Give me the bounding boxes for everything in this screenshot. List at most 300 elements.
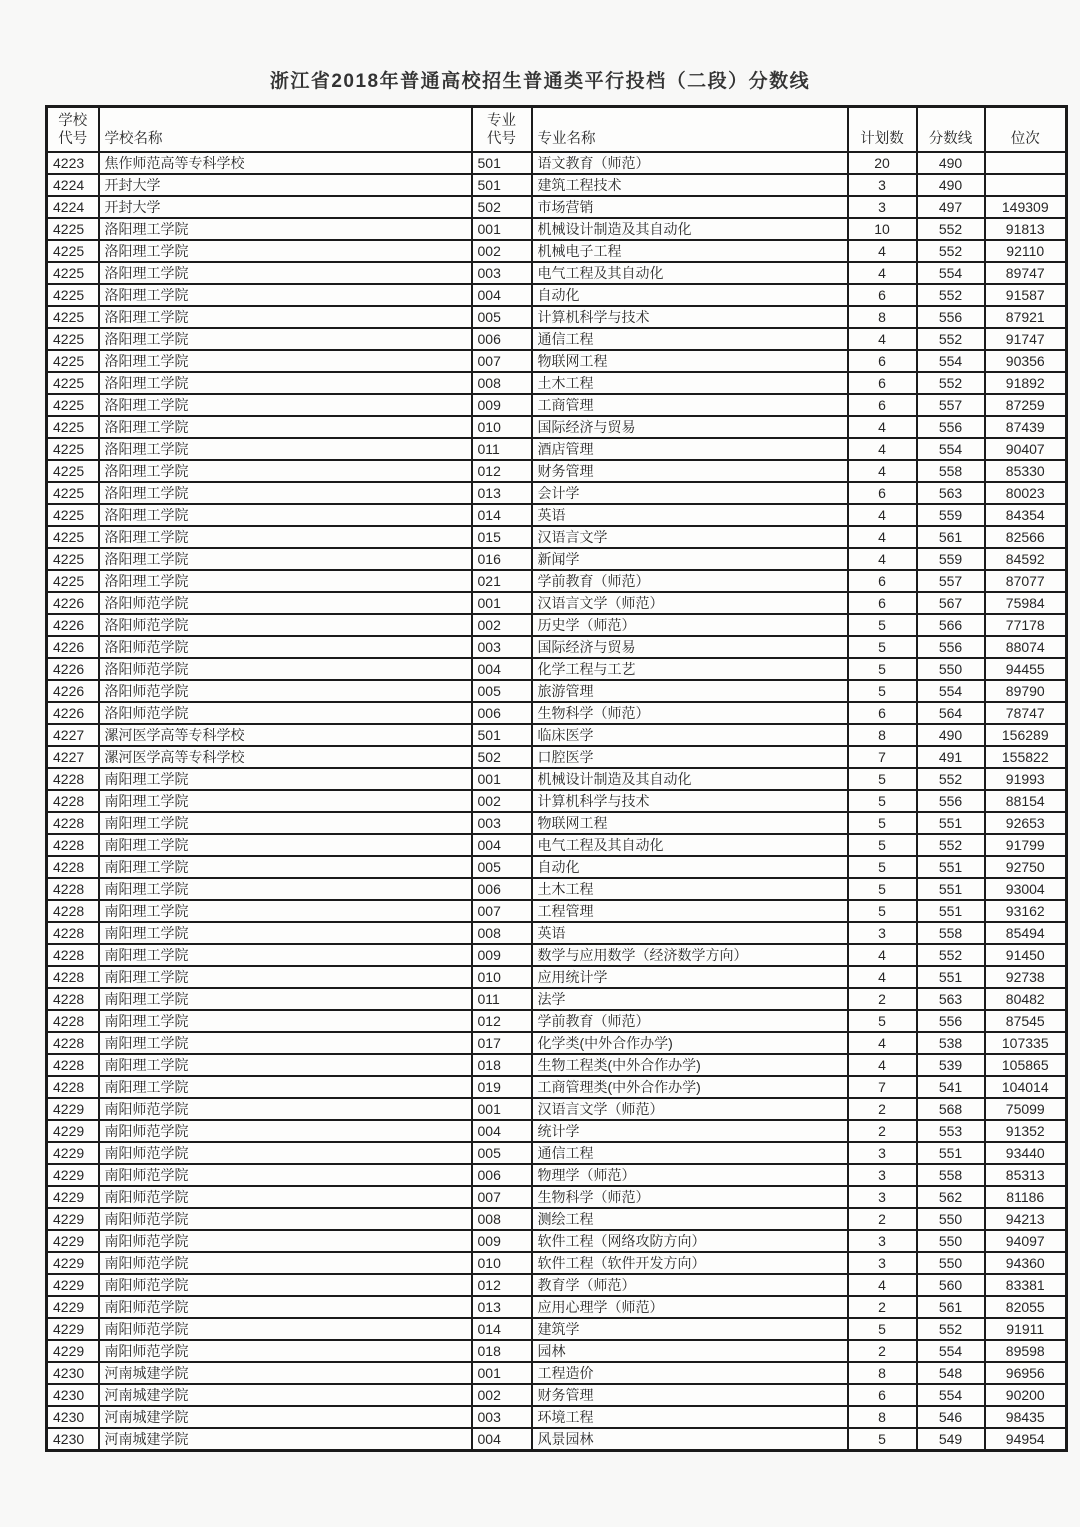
- cell-plan-count: 5: [848, 614, 917, 636]
- cell-rank: 96956: [985, 1362, 1067, 1384]
- cell-school-code: 4228: [47, 812, 99, 834]
- cell-school-name: 洛阳师范学院: [99, 702, 472, 724]
- cell-score-line: 561: [917, 1296, 985, 1318]
- cell-score-line: 554: [917, 262, 985, 284]
- cell-major-code: 018: [472, 1340, 532, 1362]
- table-row: [47, 218, 1067, 240]
- cell-major-name: 应用统计学: [532, 966, 848, 988]
- cell-major-code: 013: [472, 482, 532, 504]
- cell-rank: 91892: [985, 372, 1067, 394]
- cell-rank: 91352: [985, 1120, 1067, 1142]
- table-row: [47, 658, 1067, 680]
- cell-major-name: 汉语言文学: [532, 526, 848, 548]
- cell-plan-count: 3: [848, 196, 917, 218]
- cell-school-code: 4228: [47, 1076, 99, 1098]
- cell-plan-count: 3: [848, 1164, 917, 1186]
- cell-school-code: 4225: [47, 460, 99, 482]
- cell-score-line: 568: [917, 1098, 985, 1120]
- cell-score-line: 490: [917, 724, 985, 746]
- cell-plan-count: 4: [848, 1054, 917, 1076]
- table-row: [47, 614, 1067, 636]
- cell-major-code: 501: [472, 152, 532, 174]
- cell-school-name: 焦作师范高等专科学校: [99, 152, 472, 174]
- cell-school-code: 4225: [47, 570, 99, 592]
- table-row: [47, 592, 1067, 614]
- table-row: [47, 438, 1067, 460]
- cell-school-name: 南阳师范学院: [99, 1296, 472, 1318]
- cell-score-line: 566: [917, 614, 985, 636]
- cell-school-code: 4228: [47, 900, 99, 922]
- table-row: [47, 240, 1067, 262]
- table-row: [47, 1076, 1067, 1098]
- cell-major-code: 010: [472, 966, 532, 988]
- cell-score-line: 550: [917, 1230, 985, 1252]
- cell-plan-count: 3: [848, 1252, 917, 1274]
- cell-school-code: 4228: [47, 966, 99, 988]
- cell-school-name: 河南城建学院: [99, 1428, 472, 1451]
- cell-rank: 92110: [985, 240, 1067, 262]
- cell-major-code: 002: [472, 1384, 532, 1406]
- cell-plan-count: 2: [848, 1098, 917, 1120]
- cell-rank: 91450: [985, 944, 1067, 966]
- cell-score-line: 552: [917, 240, 985, 262]
- cell-major-code: 003: [472, 1406, 532, 1428]
- cell-rank: 88074: [985, 636, 1067, 658]
- cell-rank: 75099: [985, 1098, 1067, 1120]
- cell-plan-count: 2: [848, 988, 917, 1010]
- cell-school-name: 洛阳理工学院: [99, 504, 472, 526]
- cell-plan-count: 8: [848, 724, 917, 746]
- column-header-score-line: [917, 107, 985, 153]
- cell-school-code: 4223: [47, 152, 99, 174]
- cell-major-code: 006: [472, 702, 532, 724]
- table-row: [47, 1406, 1067, 1428]
- cell-major-code: 002: [472, 240, 532, 262]
- cell-school-code: 4228: [47, 1010, 99, 1032]
- cell-score-line: 563: [917, 482, 985, 504]
- table-row: [47, 1186, 1067, 1208]
- column-header-line: 位次: [1010, 131, 1040, 147]
- cell-plan-count: 5: [848, 680, 917, 702]
- cell-plan-count: 5: [848, 768, 917, 790]
- cell-rank: 93440: [985, 1142, 1067, 1164]
- column-header-major-name: [532, 107, 848, 153]
- table-row: [47, 724, 1067, 746]
- table-row: [47, 812, 1067, 834]
- cell-major-code: 008: [472, 922, 532, 944]
- cell-major-code: 004: [472, 1120, 532, 1142]
- column-header-line: 学校: [58, 113, 88, 129]
- cell-school-code: 4224: [47, 174, 99, 196]
- cell-plan-count: 3: [848, 922, 917, 944]
- cell-school-name: 南阳理工学院: [99, 878, 472, 900]
- cell-major-name: 软件工程（软件开发方向）: [532, 1252, 848, 1274]
- table-row: [47, 790, 1067, 812]
- column-header-line: 分数线: [928, 131, 973, 147]
- table-row: [47, 988, 1067, 1010]
- cell-school-code: 4229: [47, 1186, 99, 1208]
- cell-score-line: 554: [917, 1384, 985, 1406]
- cell-major-name: 物理学（师范）: [532, 1164, 848, 1186]
- cell-score-line: 549: [917, 1428, 985, 1451]
- cell-rank: 82566: [985, 526, 1067, 548]
- cell-score-line: 557: [917, 394, 985, 416]
- cell-plan-count: 8: [848, 1406, 917, 1428]
- cell-school-code: 4230: [47, 1362, 99, 1384]
- table-row: [47, 1010, 1067, 1032]
- cell-rank: 149309: [985, 196, 1067, 218]
- cell-major-name: 建筑工程技术: [532, 174, 848, 196]
- cell-plan-count: 5: [848, 900, 917, 922]
- table-row: [47, 878, 1067, 900]
- cell-school-code: 4227: [47, 746, 99, 768]
- cell-school-name: 洛阳理工学院: [99, 218, 472, 240]
- table-body: [47, 152, 1067, 1451]
- cell-score-line: 546: [917, 1406, 985, 1428]
- cell-major-name: 机械设计制造及其自动化: [532, 768, 848, 790]
- table-row: [47, 262, 1067, 284]
- table-row: [47, 834, 1067, 856]
- cell-school-code: 4225: [47, 350, 99, 372]
- table-row: [47, 1230, 1067, 1252]
- cell-score-line: 550: [917, 1252, 985, 1274]
- column-header-school-name: [99, 107, 472, 153]
- cell-school-code: 4229: [47, 1164, 99, 1186]
- cell-major-name: 法学: [532, 988, 848, 1010]
- cell-rank: 78747: [985, 702, 1067, 724]
- cell-score-line: 552: [917, 1318, 985, 1340]
- cell-school-code: 4225: [47, 548, 99, 570]
- cell-major-name: 化学工程与工艺: [532, 658, 848, 680]
- cell-major-name: 测绘工程: [532, 1208, 848, 1230]
- cell-major-name: 工程造价: [532, 1362, 848, 1384]
- cell-school-code: 4228: [47, 1032, 99, 1054]
- cell-rank: 85313: [985, 1164, 1067, 1186]
- cell-major-name: 酒店管理: [532, 438, 848, 460]
- cell-major-code: 008: [472, 1208, 532, 1230]
- cell-plan-count: 3: [848, 1186, 917, 1208]
- cell-school-name: 河南城建学院: [99, 1362, 472, 1384]
- cell-school-code: 4228: [47, 988, 99, 1010]
- cell-school-code: 4229: [47, 1252, 99, 1274]
- cell-major-name: 化学类(中外合作办学): [532, 1032, 848, 1054]
- cell-major-code: 009: [472, 944, 532, 966]
- cell-rank: 93004: [985, 878, 1067, 900]
- cell-score-line: 561: [917, 526, 985, 548]
- cell-school-code: 4226: [47, 702, 99, 724]
- cell-major-code: 004: [472, 658, 532, 680]
- cell-score-line: 559: [917, 548, 985, 570]
- cell-school-code: 4229: [47, 1318, 99, 1340]
- cell-major-code: 018: [472, 1054, 532, 1076]
- cell-rank: 93162: [985, 900, 1067, 922]
- cell-score-line: 556: [917, 306, 985, 328]
- cell-major-code: 011: [472, 438, 532, 460]
- cell-score-line: 556: [917, 790, 985, 812]
- cell-school-name: 洛阳理工学院: [99, 482, 472, 504]
- cell-rank: 92738: [985, 966, 1067, 988]
- cell-plan-count: 4: [848, 548, 917, 570]
- cell-major-code: 502: [472, 196, 532, 218]
- cell-rank: 89598: [985, 1340, 1067, 1362]
- cell-major-name: 生物科学（师范）: [532, 702, 848, 724]
- column-header-line: 代号: [58, 131, 88, 147]
- cell-score-line: 552: [917, 284, 985, 306]
- cell-school-code: 4228: [47, 856, 99, 878]
- cell-rank: 155822: [985, 746, 1067, 768]
- cell-school-code: 4225: [47, 328, 99, 350]
- cell-school-code: 4229: [47, 1120, 99, 1142]
- table-row: [47, 1274, 1067, 1296]
- cell-major-code: 006: [472, 878, 532, 900]
- cell-plan-count: 4: [848, 1032, 917, 1054]
- cell-school-name: 南阳理工学院: [99, 768, 472, 790]
- cell-rank: 87259: [985, 394, 1067, 416]
- cell-rank: 92653: [985, 812, 1067, 834]
- cell-school-name: 南阳理工学院: [99, 812, 472, 834]
- cell-major-code: 001: [472, 1362, 532, 1384]
- cell-major-name: 旅游管理: [532, 680, 848, 702]
- cell-rank: [985, 152, 1067, 174]
- cell-school-code: 4226: [47, 658, 99, 680]
- cell-plan-count: 6: [848, 372, 917, 394]
- cell-school-code: 4227: [47, 724, 99, 746]
- cell-rank: 80482: [985, 988, 1067, 1010]
- cell-major-name: 园林: [532, 1340, 848, 1362]
- cell-plan-count: 4: [848, 1274, 917, 1296]
- cell-score-line: 550: [917, 658, 985, 680]
- cell-major-code: 009: [472, 394, 532, 416]
- column-header-line: 代号: [487, 131, 516, 147]
- cell-score-line: 497: [917, 196, 985, 218]
- cell-score-line: 552: [917, 944, 985, 966]
- cell-rank: 75984: [985, 592, 1067, 614]
- cell-school-name: 南阳理工学院: [99, 856, 472, 878]
- cell-school-code: 4225: [47, 394, 99, 416]
- table-row: [47, 196, 1067, 218]
- cell-score-line: 554: [917, 1340, 985, 1362]
- column-header-school-code: [47, 107, 99, 153]
- cell-score-line: 490: [917, 152, 985, 174]
- cell-score-line: 558: [917, 922, 985, 944]
- table-row: [47, 636, 1067, 658]
- cell-major-name: 机械设计制造及其自动化: [532, 218, 848, 240]
- cell-major-name: 应用心理学（师范）: [532, 1296, 848, 1318]
- cell-score-line: 560: [917, 1274, 985, 1296]
- cell-school-name: 洛阳理工学院: [99, 328, 472, 350]
- cell-score-line: 556: [917, 416, 985, 438]
- cell-school-code: 4230: [47, 1428, 99, 1451]
- table-row: [47, 922, 1067, 944]
- cell-school-code: 4229: [47, 1098, 99, 1120]
- table-row: [47, 966, 1067, 988]
- cell-school-code: 4226: [47, 680, 99, 702]
- cell-major-code: 003: [472, 262, 532, 284]
- cell-plan-count: 8: [848, 1362, 917, 1384]
- cell-major-code: 014: [472, 1318, 532, 1340]
- cell-score-line: 541: [917, 1076, 985, 1098]
- table-row: [47, 526, 1067, 548]
- table-row: [47, 1252, 1067, 1274]
- cell-school-code: 4225: [47, 438, 99, 460]
- cell-plan-count: 6: [848, 482, 917, 504]
- cell-major-code: 015: [472, 526, 532, 548]
- table-row: [47, 1384, 1067, 1406]
- table-row: [47, 174, 1067, 196]
- cell-major-name: 学前教育（师范）: [532, 1010, 848, 1032]
- cell-plan-count: 20: [848, 152, 917, 174]
- cell-rank: 77178: [985, 614, 1067, 636]
- cell-major-code: 016: [472, 548, 532, 570]
- cell-rank: 84592: [985, 548, 1067, 570]
- cell-major-name: 自动化: [532, 284, 848, 306]
- cell-school-name: 开封大学: [99, 174, 472, 196]
- cell-plan-count: 5: [848, 658, 917, 680]
- table-row: [47, 680, 1067, 702]
- cell-plan-count: 6: [848, 1384, 917, 1406]
- table-row: [47, 416, 1067, 438]
- cell-rank: 81186: [985, 1186, 1067, 1208]
- cell-school-code: 4228: [47, 768, 99, 790]
- cell-rank: 91911: [985, 1318, 1067, 1340]
- cell-school-code: 4229: [47, 1208, 99, 1230]
- cell-plan-count: 6: [848, 570, 917, 592]
- cell-rank: 90407: [985, 438, 1067, 460]
- cell-plan-count: 3: [848, 174, 917, 196]
- cell-score-line: 558: [917, 1164, 985, 1186]
- cell-school-name: 南阳理工学院: [99, 944, 472, 966]
- cell-major-code: 501: [472, 174, 532, 196]
- cell-rank: 87921: [985, 306, 1067, 328]
- cell-major-code: 012: [472, 460, 532, 482]
- cell-school-name: 南阳师范学院: [99, 1142, 472, 1164]
- cell-school-name: 南阳理工学院: [99, 1032, 472, 1054]
- cell-school-name: 洛阳理工学院: [99, 240, 472, 262]
- cell-school-code: 4225: [47, 526, 99, 548]
- cell-school-code: 4229: [47, 1296, 99, 1318]
- cell-rank: 85494: [985, 922, 1067, 944]
- cell-major-name: 统计学: [532, 1120, 848, 1142]
- cell-score-line: 548: [917, 1362, 985, 1384]
- cell-school-name: 南阳理工学院: [99, 900, 472, 922]
- cell-school-code: 4225: [47, 240, 99, 262]
- cell-plan-count: 6: [848, 394, 917, 416]
- cell-school-name: 河南城建学院: [99, 1406, 472, 1428]
- cell-major-name: 数学与应用数学（经济数学方向）: [532, 944, 848, 966]
- table-row: [47, 1120, 1067, 1142]
- cell-plan-count: 5: [848, 856, 917, 878]
- cell-school-name: 洛阳理工学院: [99, 416, 472, 438]
- cell-school-name: 洛阳师范学院: [99, 658, 472, 680]
- column-header-rank: [985, 107, 1067, 153]
- cell-school-code: 4228: [47, 834, 99, 856]
- cell-school-name: 南阳师范学院: [99, 1340, 472, 1362]
- cell-major-name: 英语: [532, 922, 848, 944]
- cell-school-name: 南阳师范学院: [99, 1098, 472, 1120]
- cell-plan-count: 5: [848, 790, 917, 812]
- cell-major-code: 008: [472, 372, 532, 394]
- cell-school-name: 南阳理工学院: [99, 834, 472, 856]
- column-header-line: 专业名称: [537, 131, 596, 147]
- cell-score-line: 554: [917, 680, 985, 702]
- cell-major-name: 财务管理: [532, 1384, 848, 1406]
- table-row: [47, 768, 1067, 790]
- table-row: [47, 350, 1067, 372]
- cell-plan-count: 10: [848, 218, 917, 240]
- table-row: [47, 284, 1067, 306]
- table-row: [47, 1208, 1067, 1230]
- cell-major-name: 生物工程类(中外合作办学): [532, 1054, 848, 1076]
- cell-plan-count: 4: [848, 944, 917, 966]
- cell-major-name: 建筑学: [532, 1318, 848, 1340]
- cell-score-line: 491: [917, 746, 985, 768]
- cell-major-code: 002: [472, 790, 532, 812]
- cell-major-name: 风景园林: [532, 1428, 848, 1451]
- cell-school-code: 4225: [47, 504, 99, 526]
- cell-school-code: 4225: [47, 262, 99, 284]
- cell-major-code: 021: [472, 570, 532, 592]
- scores-table: [45, 105, 1068, 1452]
- cell-plan-count: 6: [848, 350, 917, 372]
- cell-school-code: 4229: [47, 1230, 99, 1252]
- cell-school-name: 洛阳理工学院: [99, 350, 472, 372]
- cell-major-name: 土木工程: [532, 878, 848, 900]
- cell-major-name: 工商管理类(中外合作办学): [532, 1076, 848, 1098]
- cell-school-name: 洛阳理工学院: [99, 438, 472, 460]
- cell-major-code: 003: [472, 636, 532, 658]
- cell-plan-count: 2: [848, 1208, 917, 1230]
- cell-school-name: 洛阳理工学院: [99, 284, 472, 306]
- cell-plan-count: 4: [848, 460, 917, 482]
- cell-score-line: 552: [917, 768, 985, 790]
- cell-rank: 91799: [985, 834, 1067, 856]
- table-row: [47, 900, 1067, 922]
- table-row: [47, 1054, 1067, 1076]
- cell-plan-count: 4: [848, 328, 917, 350]
- table-row: [47, 1142, 1067, 1164]
- cell-school-name: 洛阳理工学院: [99, 394, 472, 416]
- cell-rank: 90200: [985, 1384, 1067, 1406]
- cell-score-line: 552: [917, 834, 985, 856]
- cell-major-name: 计算机科学与技术: [532, 790, 848, 812]
- cell-major-name: 学前教育（师范）: [532, 570, 848, 592]
- table-row: [47, 1296, 1067, 1318]
- cell-major-code: 502: [472, 746, 532, 768]
- cell-school-name: 河南城建学院: [99, 1384, 472, 1406]
- cell-school-code: 4225: [47, 306, 99, 328]
- cell-plan-count: 4: [848, 438, 917, 460]
- cell-score-line: 556: [917, 1010, 985, 1032]
- cell-major-code: 006: [472, 1164, 532, 1186]
- cell-major-name: 工程管理: [532, 900, 848, 922]
- cell-plan-count: 5: [848, 1428, 917, 1451]
- cell-score-line: 551: [917, 812, 985, 834]
- cell-school-code: 4228: [47, 878, 99, 900]
- cell-major-code: 007: [472, 350, 532, 372]
- cell-school-name: 南阳师范学院: [99, 1186, 472, 1208]
- cell-rank: 89790: [985, 680, 1067, 702]
- table-row: [47, 1098, 1067, 1120]
- cell-score-line: 551: [917, 856, 985, 878]
- cell-school-code: 4229: [47, 1142, 99, 1164]
- cell-plan-count: 7: [848, 1076, 917, 1098]
- cell-school-name: 洛阳师范学院: [99, 680, 472, 702]
- table-row: [47, 460, 1067, 482]
- cell-score-line: 559: [917, 504, 985, 526]
- cell-school-name: 开封大学: [99, 196, 472, 218]
- cell-school-name: 洛阳师范学院: [99, 592, 472, 614]
- cell-plan-count: 4: [848, 526, 917, 548]
